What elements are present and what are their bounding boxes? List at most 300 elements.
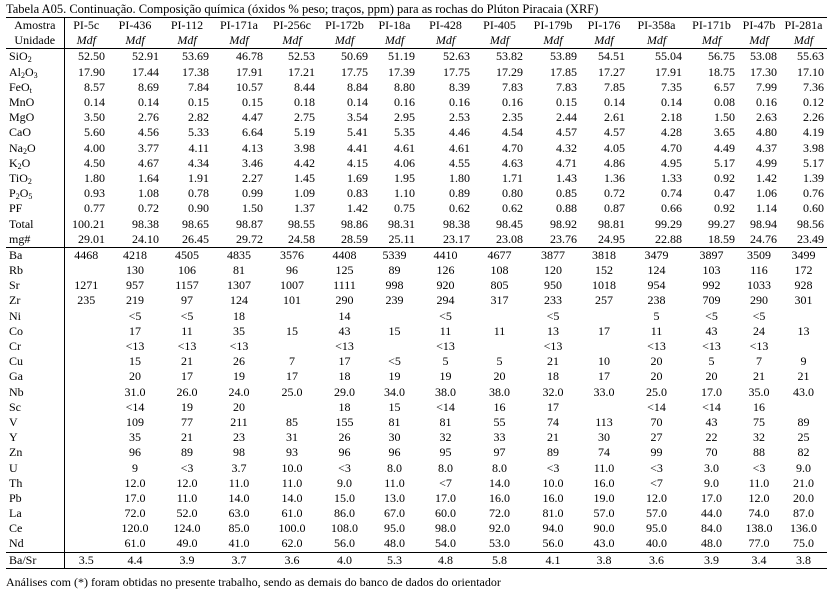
sample-header: PI-428 [418,18,473,34]
table-cell: 4.15 [347,155,368,170]
table-cell: <13 [543,339,563,354]
table-row [6,521,827,536]
table-cell: 21 [797,369,810,384]
table-cell: 4835 [212,247,266,263]
table-cell: 9 [132,460,138,475]
table-row [6,247,827,263]
table-cell: 21 [547,354,559,369]
table-cell [371,309,418,324]
table-cell: 22 [705,430,718,445]
table-cell: 101 [283,293,301,308]
table-cell: 98.38 [132,216,159,231]
table-cell: 0.80 [502,186,523,201]
table-cell [780,339,827,354]
table-cell: <14 [436,399,455,414]
table-cell: 8.80 [394,79,415,94]
table-cell: 920 [436,278,455,293]
table-row [6,232,827,248]
row-label: $Na_2O$ [9,140,36,156]
table-cell: 1033 [747,278,771,293]
sample-header: PI-5c [64,18,108,34]
table-cell [473,339,526,354]
table-cell: 17.75 [443,64,470,79]
table-row [6,263,827,278]
table-cell: 87.0 [793,506,814,521]
table-cell: 50.69 [341,49,368,64]
row-label: Ga [9,369,23,384]
table-cell: 5.17 [803,155,824,170]
table-cell: 32 [439,430,452,445]
table-cell: 1.45 [294,170,315,185]
table-cell: 4.50 [64,156,108,171]
table-cell: 124.0 [173,521,201,536]
table-cell: 98 [233,445,245,460]
table-cell: 120.0 [121,521,149,536]
table-cell: 3.9 [685,552,738,568]
table-cell: 17.0 [701,384,722,399]
table-cell: 109 [126,414,144,429]
table-cell: 0.18 [294,95,315,110]
table-row [6,415,827,430]
table-cell: 95.0 [384,521,405,536]
table-cell: 3.0 [704,460,719,475]
table-cell: 98.38 [443,216,470,231]
table-cell: 16 [493,399,506,414]
table-cell: 1.42 [756,170,777,185]
table-cell: 55 [493,414,506,429]
table-cell: 1.71 [502,170,523,185]
sample-header: PI-179b [526,18,580,34]
table-cell [64,354,108,369]
table-cell: 1.09 [294,186,315,201]
table-cell: 1.36 [604,170,625,185]
table-row [6,201,827,216]
table-cell: 17 [338,354,351,369]
table-cell: 1007 [280,278,304,293]
table-row [6,445,827,460]
table-cell: 8.57 [64,80,108,95]
row-label: MgO [9,110,35,125]
table-cell: 14.0 [228,490,250,505]
table-cell: 0.92 [714,170,735,185]
table-cell: 3.50 [64,110,108,125]
table-cell: 3.65 [714,125,735,140]
table-cell: 17 [286,369,298,384]
table-cell: 24.95 [580,232,628,248]
table-cell: <3 [650,460,663,475]
table-cell: <14 [647,399,666,414]
table-cell [64,445,108,460]
table-cell: <5 [752,308,766,323]
table-cell: 11.0 [384,475,405,490]
row-label: FeO$_t$ [9,79,32,95]
table-cell: 136.0 [790,521,817,536]
table-cell: 4.19 [803,125,824,140]
table-cell: 20 [650,354,663,369]
table-cell: 0.16 [756,95,777,110]
table-cell: 26 [338,430,351,445]
table-cell [64,415,108,430]
table-cell: 53.89 [550,49,577,64]
table-cell: 1.64 [138,170,159,185]
table-cell: 10.0 [542,475,564,490]
table-cell: <3 [752,460,766,475]
table-cell: 0.60 [803,201,824,216]
table-cell: 55.04 [655,49,682,64]
row-label: TiO$_2$ [9,170,32,186]
table-cell: 130 [126,263,144,278]
table-cell: 5.35 [394,125,415,140]
table-cell: 1271 [64,278,108,293]
table-cell: 17.75 [341,64,368,79]
row-label: Zr [9,293,21,308]
table-cell: 172 [794,263,813,278]
table-cell: 954 [647,278,666,293]
table-cell: 2.82 [188,110,209,125]
table-cell: <3 [180,460,194,475]
table-cell: 7.83 [556,79,577,94]
table-cell: 6.64 [242,125,263,140]
table-cell: 5.41 [347,125,368,140]
table-cell: 4410 [418,247,473,263]
table-cell: 7.85 [604,79,625,94]
table-cell: 31.0 [124,384,146,399]
table-cell: 4505 [162,247,212,263]
sample-header: PI-172b [318,18,371,34]
table-cell: 20.0 [793,490,814,505]
table-cell: 14.0 [281,490,303,505]
table-cell: 957 [126,278,144,293]
table-cell: 81 [439,414,452,429]
table-cell: <5 [546,308,560,323]
table-cell: 35 [129,430,141,445]
row-label: Zn [9,445,23,460]
table-cell: 113 [595,414,613,429]
table-cell: 7 [756,354,762,369]
table-cell: 57.0 [646,506,667,521]
table-cell: 89 [547,445,559,460]
table-cell: 52.63 [443,49,470,64]
table-cell: 3.5 [64,552,108,568]
table-cell: 81 [233,263,245,278]
table-cell: 17 [547,399,559,414]
table-cell: 21 [181,430,193,445]
table-cell: 98.86 [341,216,368,231]
table-row [6,339,827,354]
table-cell: 46.78 [236,49,263,64]
table-cell: 4.0 [318,552,371,568]
unit-header: Mdf [628,33,685,49]
unit-header: Mdf [371,33,418,49]
row-label: Ni [9,308,21,323]
table-cell: 26.0 [176,384,198,399]
table-row [6,95,827,110]
table-row [6,369,827,384]
table-cell: 0.16 [502,95,523,110]
table-row [6,430,827,445]
table-cell: 99 [650,445,663,460]
table-cell: 53.69 [182,49,209,64]
table-footnote: Análises com (*) foram obtidas no presente trabalho, sendo as demais do banco de dados do orientador [6,575,501,589]
table-cell: 25 [797,430,810,445]
table-cell: 0.12 [803,95,824,110]
table-cell: 53.82 [496,49,523,64]
table-cell: 25.0 [646,384,667,399]
row-label: Rb [9,263,24,278]
table-cell: 1307 [227,278,251,293]
table-cell: 4.57 [604,125,625,140]
table-cell: 94.0 [542,521,564,536]
table-cell: 96 [129,445,141,460]
table-cell: 19 [439,369,452,384]
table-cell [64,476,108,491]
table-cell: 7.83 [502,79,523,94]
table-cell: 17.10 [797,64,824,79]
table-cell: 97 [181,293,193,308]
table-cell [64,430,108,445]
table-cell: <13 [229,339,249,354]
table-cell: 4.80 [756,125,777,140]
table-caption: Tabela A05. Continuação. Composição química (óxidos % peso; traços, ppm) para as rochas do Plúton Piracaia (XRF) [6,2,599,16]
table-cell: 17.0 [701,490,722,505]
table-cell: 24.76 [738,232,780,248]
table-cell: 0.16 [449,95,470,110]
table-cell: 81.0 [542,506,564,521]
table-cell: 0.14 [661,95,682,110]
table-cell: 4.61 [449,140,470,155]
table-cell [473,309,526,324]
table-cell: 0.14 [347,95,368,110]
sample-header: PI-176 [580,18,628,34]
table-cell: 0.85 [556,186,577,201]
table-cell: 9 [800,354,807,369]
table-cell: 11 [650,323,663,338]
table-cell: 3.54 [347,110,368,125]
table-cell: 57.0 [593,506,615,521]
table-cell: 4.67 [138,155,159,170]
table-cell: 30 [388,430,401,445]
table-cell: 17.0 [124,490,146,505]
unit-header: Mdf [526,33,580,49]
table-cell: 1.39 [803,170,824,185]
table-cell: 8.69 [138,79,159,94]
table-cell: 95.0 [646,521,667,536]
table-cell: 54.51 [598,49,625,64]
table-cell: <14 [702,399,721,414]
table-row [6,460,827,475]
table-cell: 12.0 [646,490,667,505]
row-label: Pb [9,490,22,505]
table-cell: 3.77 [138,140,159,155]
table-cell: 23.49 [780,232,827,248]
table-cell: 152 [595,263,613,278]
table-cell: 86.0 [334,506,355,521]
table-cell: 17.91 [236,64,263,79]
table-cell: 17.27 [598,64,625,79]
table-cell: 67.0 [384,506,405,521]
table-cell: 26 [233,354,245,369]
table-cell: 21 [547,430,559,445]
table-cell: 4.57 [556,125,577,140]
table-cell: 0.62 [449,201,470,216]
row-label: SiO$_2$ [9,49,32,65]
table-cell: 60.0 [435,506,456,521]
table-cell: 20 [650,369,663,384]
table-row [6,65,827,80]
table-cell: 3576 [266,247,318,263]
table-cell: 18.59 [685,232,738,248]
row-label: $P_2O_5$ [9,186,33,202]
table-cell: 1.50 [242,201,263,216]
table-cell: 18 [338,369,351,384]
header-unidade-label: Unidade [6,33,64,49]
table-cell: 28.59 [318,232,371,248]
table-cell: 82 [797,445,810,460]
table-cell: 98.65 [182,216,209,231]
table-cell: 18 [338,399,351,414]
table-cell: 238 [647,293,666,308]
table-row [6,309,827,324]
table-cell: 89 [388,263,401,278]
table-cell: 3479 [628,247,685,263]
table-row [6,400,827,415]
table-cell: 2.61 [604,110,625,125]
table-cell: 89 [797,414,810,429]
table-cell: 3.7 [231,460,247,475]
table-cell: 61.0 [281,506,303,521]
table-cell: 3.8 [780,552,827,568]
table-cell: 98.56 [797,216,824,231]
table-cell: 3897 [685,247,738,263]
table-row [6,506,827,521]
table-cell: 97 [493,445,506,460]
table-cell: 41.0 [228,536,250,551]
table-cell: 17.21 [288,64,315,79]
table-cell: 1111 [333,278,356,293]
table-cell: 17.29 [496,64,523,79]
table-cell: 56.0 [542,536,564,551]
table-cell: 108.0 [331,521,358,536]
table-cell: 74 [598,445,610,460]
table-cell: 12.0 [176,475,198,490]
table-cell: 19.0 [593,490,615,505]
table-cell: 23.08 [473,232,526,248]
table-cell: 100.0 [278,521,306,536]
table-cell: 4.49 [714,140,735,155]
table-cell: 33.0 [593,384,615,399]
table-cell: 0.75 [394,201,415,216]
table-cell [64,324,108,339]
table-cell: 4.70 [502,140,523,155]
table-cell: 4.32 [556,140,577,155]
table-cell: 8.0 [438,460,453,475]
table-cell: 13 [547,323,559,338]
table-cell: 72.0 [124,506,146,521]
table-cell: 3877 [526,247,580,263]
table-cell: 24.0 [228,384,250,399]
table-cell: 72.0 [489,506,510,521]
table-cell: 11.0 [281,475,303,490]
unit-header: Mdf [318,33,371,49]
table-cell: 1.91 [188,170,209,185]
table-cell: 805 [490,278,509,293]
table-cell: 4218 [108,247,162,263]
table-cell: 5.33 [188,125,209,140]
table-cell: 17.91 [655,64,682,79]
unit-header: Mdf [162,33,212,49]
table-cell: 15 [388,399,401,414]
table-cell: 52.91 [132,49,159,64]
table-row [6,278,827,293]
table-cell: 4.1 [526,552,580,568]
table-cell [266,309,318,324]
table-cell: 125 [335,263,354,278]
table-cell: 19 [181,399,193,414]
table-cell: 4.46 [449,125,470,140]
table-row [6,125,827,140]
table-cell: 22.88 [628,232,685,248]
table-cell: 0.66 [661,201,682,216]
header-row-units [6,33,827,49]
table-cell: 294 [436,293,455,308]
table-cell: 5 [653,308,660,323]
table-cell: 126 [436,263,455,278]
table-cell: 8.0 [387,460,402,475]
table-cell [266,400,318,415]
table-cell: 21.0 [793,475,814,490]
row-label: Nd [9,536,24,551]
table-cell: 29.01 [64,232,108,248]
table-cell [371,339,418,354]
table-cell: 20 [233,399,245,414]
table-cell: 43 [705,414,718,429]
table-cell: 52.53 [288,49,315,64]
table-cell: 15 [388,323,401,338]
table-cell: 4.61 [394,140,415,155]
sample-header: PI-436 [108,18,162,34]
table-cell: 18.75 [708,64,735,79]
table-cell: 1.08 [138,186,159,201]
table-cell: 7.36 [803,79,824,94]
table-cell [64,400,108,415]
table-cell: 11.0 [593,460,615,475]
table-cell: 16 [753,399,765,414]
table-cell: 17 [181,369,193,384]
sample-header: PI-171b [685,18,738,34]
table-cell: 211 [230,414,248,429]
table-cell: 17.38 [182,64,209,79]
table-row [6,49,827,65]
table-cell: 12.0 [124,475,146,490]
table-cell: 99.27 [708,216,735,231]
table-cell: 33 [493,430,506,445]
table-cell: 90.0 [593,521,615,536]
table-cell: 4.71 [556,155,577,170]
table-cell: 4.37 [756,140,777,155]
table-cell: 1.69 [347,170,368,185]
table-cell: 6.57 [714,79,735,94]
table-cell: 2.44 [556,110,577,125]
table-cell: 7.84 [188,79,209,94]
table-cell: 2.63 [756,110,777,125]
table-cell: 257 [595,293,613,308]
table-cell: 2.76 [138,110,159,125]
table-row [6,141,827,156]
table-cell [64,460,108,475]
table-cell: 70 [650,414,663,429]
sample-header: PI-47b [738,18,780,34]
table-cell: 0.77 [64,201,108,216]
